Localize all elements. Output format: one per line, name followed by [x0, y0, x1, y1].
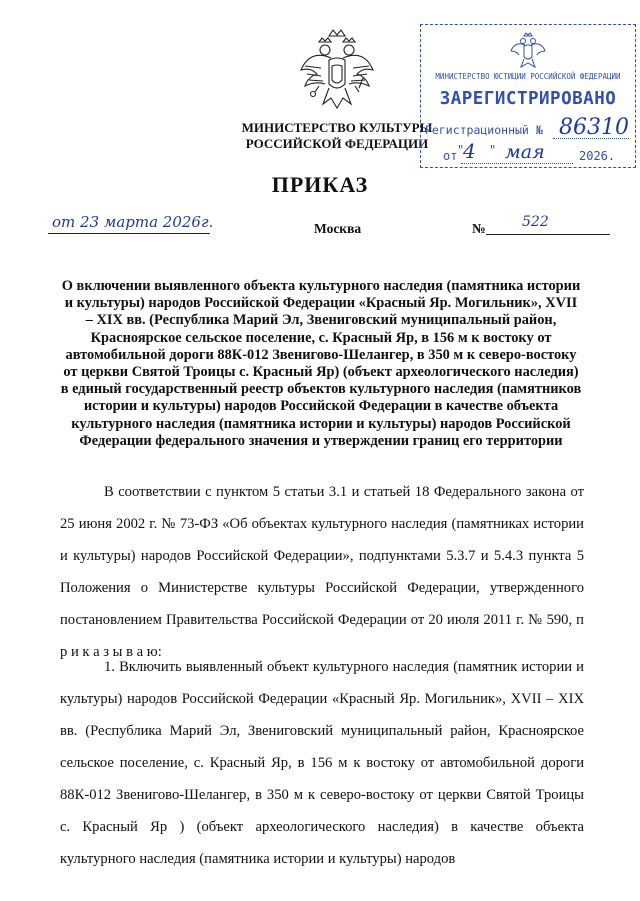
ministry-line-1: МИНИСТЕРСТВО КУЛЬТУРЫ	[241, 120, 433, 135]
order-city: Москва	[314, 221, 362, 236]
stamp-day: 4	[463, 139, 476, 163]
stamp-month: мая	[505, 141, 545, 163]
order-date-handwritten: от 23 марта 2026г.	[52, 213, 214, 231]
stamp-date-underline	[461, 163, 573, 164]
order-number-underline	[486, 234, 610, 235]
stamp-emblem-icon	[510, 31, 546, 71]
stamp-reg-label: Регистрационный №	[425, 123, 543, 137]
ministry-line-2: РОССИЙСКОЙ ФЕДЕРАЦИИ	[245, 136, 429, 151]
order-number-label: №	[472, 221, 486, 236]
paragraph-preamble: В соответствии с пунктом 5 статьи 3.1 и статьей 18 Федерального закона от 25 июня 2002 г. № 73-ФЗ «Об объектах культурного наследия (памятниках истории и культуры) народов Российской Федерации», подпунктами 5.3.7 и 5.4.3 пункта 5 Положения о Министерстве культуры Российской Федерации, утвержденного постановлением Правительства Российской Федерации от 20 июля 2011 г. № 590, п р и к а з ы в а ю:	[60, 484, 584, 660]
order-title: ПРИКАЗ	[271, 172, 369, 197]
stamp-quote-open: "	[457, 143, 465, 157]
order-date-underline	[48, 233, 210, 234]
registration-stamp	[420, 24, 636, 168]
stamp-ministry: МИНИСТЕРСТВО ЮСТИЦИИ РОССИЙСКОЙ ФЕДЕРАЦИИ	[435, 72, 621, 81]
stamp-number-underline	[553, 138, 629, 139]
stamp-date-prefix: от	[443, 149, 458, 163]
stamp-status: ЗАРЕГИСТРИРОВАНО	[439, 89, 617, 109]
stamp-reg-number: 86310	[559, 115, 629, 140]
stamp-year: 2026.	[579, 149, 616, 163]
stamp-quote-close: "	[489, 143, 497, 157]
document-heading: О включении выявленного объекта культурного наследия (памятника истории и культуры) народов Российской Федерации «Красный Яр. Могильник», XVII – XIX вв. (Республика Марий Эл, Звениговский муниципальный район, Красноярское сельское поселение, с. Красный Яр, в 156 м к востоку от автомобильной дороги 88К-012 Звенигово-Шелангер, в 350 м к северо-востоку от церкви Святой Троицы с. Красный Яр) (объект археологического наследия) в единый государственный реестр объектов культурного наследия (памятников истории и культуры) народов Российской Федерации в качестве объекта культурного наследия (памятника истории и культуры) народов Российской Федерации федерального значения и утверждении границ его территории	[60, 278, 582, 449]
coat-of-arms-icon	[297, 26, 377, 114]
order-number-handwritten: 522	[522, 214, 549, 230]
paragraph-item-1: 1. Включить выявленный объект культурного наследия (памятник истории и культуры) народов Российской Федерации «Красный Яр. Могильник», XVII – XIX вв. (Республика Марий Эл, Звениговский муниципальный район, Красноярское сельское поселение, с. Красный Яр, в 156 м к востоку от автомобильной дороги 88К-012 Звенигово-Шелангер, в 350 м к северо-востоку от церкви Святой Троицы с. Красный Яр ) (объект археологического наследия) в качестве объекта культурного наследия (памятника истории и культуры) народов	[60, 659, 584, 867]
